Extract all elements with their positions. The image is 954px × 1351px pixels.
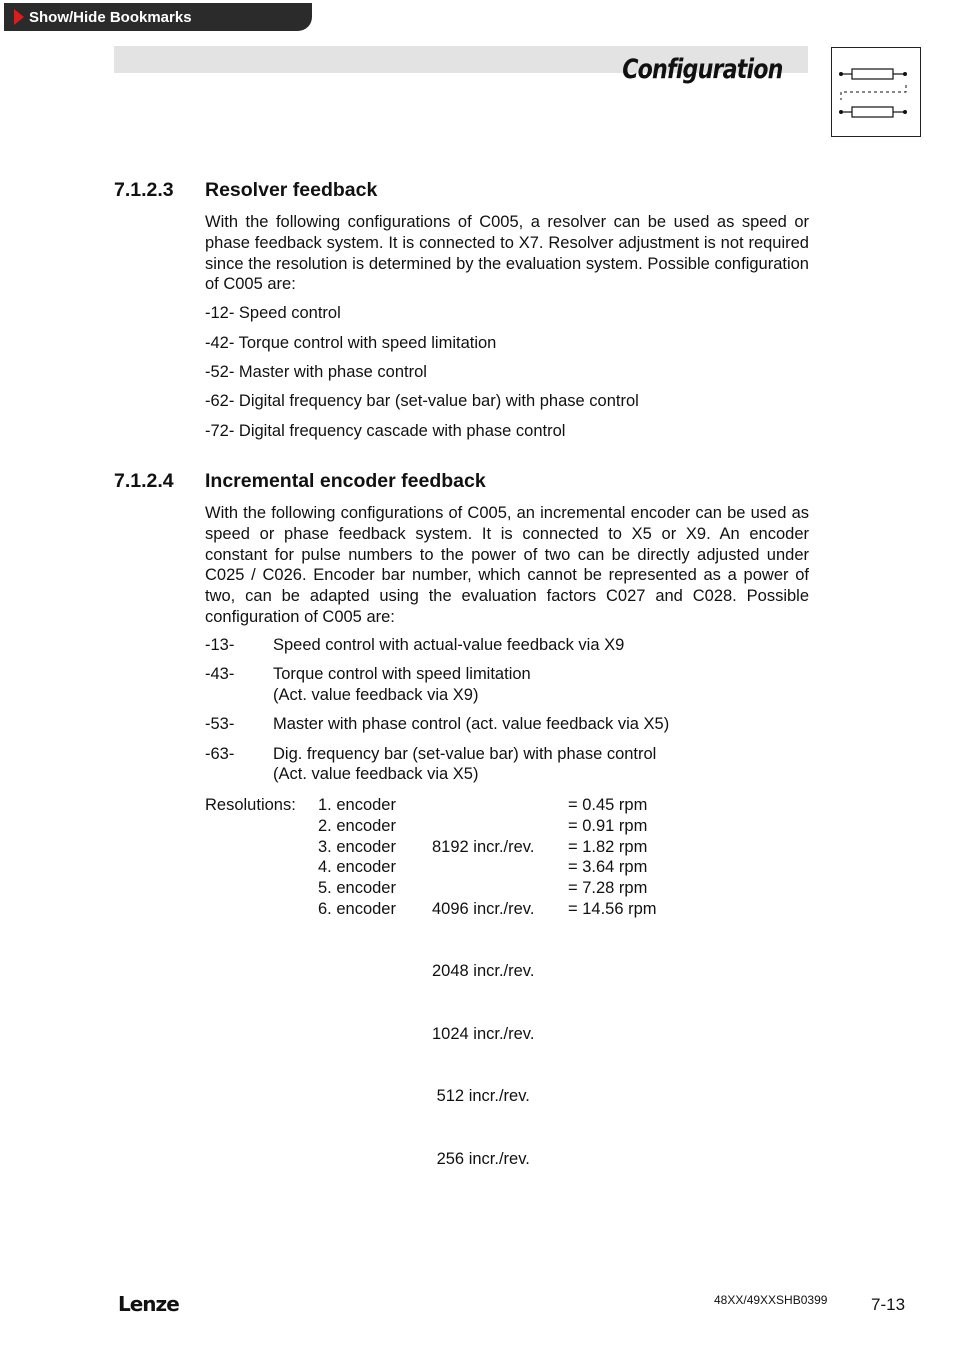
show-hide-bookmarks-button[interactable] xyxy=(4,3,312,31)
table-cell: 8192 incr./rev. xyxy=(432,837,535,856)
triangle-right-icon xyxy=(14,9,24,25)
table-cell: 2048 incr./rev. xyxy=(432,962,535,981)
list-item: -72- Digital frequency cascade with phase control xyxy=(205,422,566,440)
table-cell: = 14.56 rpm xyxy=(568,899,657,918)
list-item-text: Torque control with speed limitation xyxy=(273,665,531,683)
list-item-code: -53- xyxy=(205,715,235,733)
list-item: -62- Digital frequency bar (set-value bar) with phase control xyxy=(205,392,639,410)
resolutions-rpm-column xyxy=(568,795,657,920)
table-cell: = 0.91 rpm xyxy=(568,816,648,835)
list-item-code: -43- xyxy=(205,665,235,683)
section-number: 7.1.2.3 xyxy=(114,179,174,201)
table-cell: = 3.64 rpm xyxy=(568,858,648,877)
table-cell: = 7.28 rpm xyxy=(568,879,648,898)
list-item-text: (Act. value feedback via X5) xyxy=(273,765,479,783)
page-title: Configuration xyxy=(622,54,783,85)
list-item-code: -13- xyxy=(205,636,235,654)
resolutions-label: Resolutions: xyxy=(205,796,296,814)
table-cell: 5. encoder xyxy=(318,879,396,898)
table-cell: 256 incr./rev. xyxy=(432,1149,530,1168)
table-cell: = 1.82 rpm xyxy=(568,837,648,856)
section-number: 7.1.2.4 xyxy=(114,470,174,492)
list-item-code: -63- xyxy=(205,745,235,763)
table-cell: 1. encoder xyxy=(318,796,396,814)
table-cell: 1024 incr./rev. xyxy=(432,1024,535,1043)
list-item-text: Speed control with actual-value feedback via X9 xyxy=(273,636,625,654)
section-title: Resolver feedback xyxy=(205,179,378,201)
lenze-logo: Lenze xyxy=(118,1292,179,1316)
page-number: 7-13 xyxy=(871,1295,906,1314)
table-cell: 2. encoder xyxy=(318,816,396,835)
resolutions-incr-column xyxy=(432,795,534,1190)
list-item-text: Master with phase control (act. value feedback via X5) xyxy=(273,715,670,733)
table-cell: 4. encoder xyxy=(318,858,396,877)
table-cell: 512 incr./rev. xyxy=(432,1087,530,1106)
table-cell: 3. encoder xyxy=(318,837,396,856)
encoder-intro: With the following configurations of C005, an incremental encoder can be used as speed or phase feedback system. It is connected to X5 or X9. An encoder constant for pulse numbers to the power of two can be directly adjusted under C025 / C026. Encoder bar number, which cannot be represented as a power of two, can be adapted using the evaluation factors C027 and C028. Possible configuration of C005 are: xyxy=(205,504,809,626)
list-item: -42- Torque control with speed limitation xyxy=(205,334,497,352)
table-cell: = 0.45 rpm xyxy=(568,796,648,814)
table-cell: 4096 incr./rev. xyxy=(432,899,535,918)
resolver-intro: With the following configurations of C005, a resolver can be used as speed or phase feedback system. It is connected to X7. Resolver adjustment is not required since the resolution is determined by the evaluation system. Possible configuration of C005 are: xyxy=(205,213,809,294)
configuration-diagram-icon xyxy=(831,47,921,137)
section-title: Incremental encoder feedback xyxy=(205,470,486,492)
list-item-text: (Act. value feedback via X9) xyxy=(273,686,479,704)
list-item-text: Dig. frequency bar (set-value bar) with phase control xyxy=(273,745,657,763)
table-cell: 6. encoder xyxy=(318,899,396,918)
bookmarks-label: Show/Hide Bookmarks xyxy=(29,8,192,26)
resolutions-encoder-column xyxy=(318,795,396,920)
list-item: -52- Master with phase control xyxy=(205,363,427,381)
list-item: -12- Speed control xyxy=(205,304,341,322)
document-code: 48XX/49XXSHB0399 xyxy=(714,1293,828,1307)
